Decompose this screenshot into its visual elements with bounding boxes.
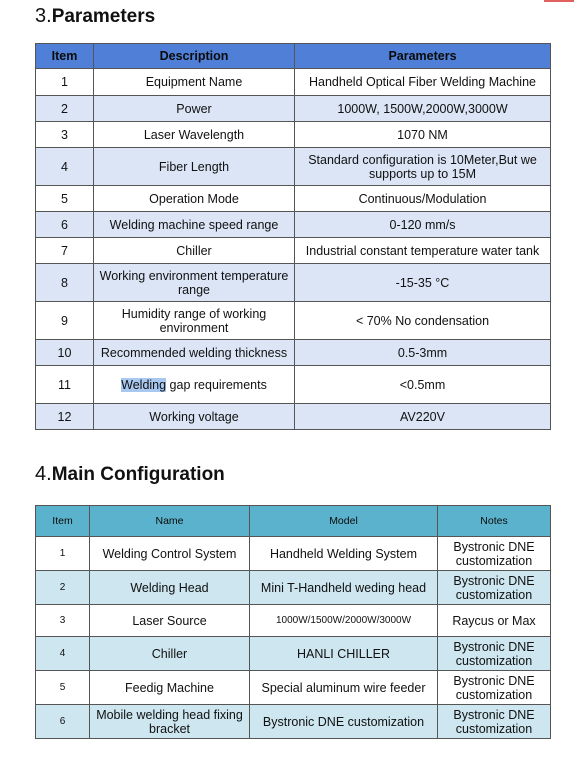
section-number: 4. bbox=[35, 463, 52, 485]
cell-item: 9 bbox=[36, 302, 94, 340]
cell-notes: Bystronic DNE customization bbox=[438, 537, 551, 571]
cell-model: Bystronic DNE customization bbox=[250, 705, 438, 739]
table-row bbox=[36, 122, 551, 148]
cell-item: 6 bbox=[36, 705, 90, 739]
cell-name: Feedig Machine bbox=[90, 671, 250, 705]
cell-notes: Bystronic DNE customization bbox=[438, 705, 551, 739]
cell-description: Operation Mode bbox=[94, 186, 295, 212]
cell-notes: Bystronic DNE customization bbox=[438, 671, 551, 705]
table-row bbox=[36, 96, 551, 122]
cell-item: 1 bbox=[36, 537, 90, 571]
cell-item: 3 bbox=[36, 605, 90, 637]
cell-parameter: AV220V bbox=[295, 404, 551, 430]
column-header-name: Name bbox=[90, 506, 250, 537]
column-header-description: Description bbox=[94, 44, 295, 69]
cell-parameter: Industrial constant temperature water tank bbox=[295, 238, 551, 264]
main-configuration-table bbox=[35, 505, 551, 739]
table-row bbox=[36, 671, 551, 705]
table-row bbox=[36, 404, 551, 430]
table-header-row bbox=[36, 506, 551, 537]
table-row bbox=[36, 366, 551, 404]
corner-mark bbox=[544, 0, 574, 2]
description-text: gap requirements bbox=[166, 377, 267, 392]
table-row bbox=[36, 705, 551, 739]
cell-name: Welding Head bbox=[90, 571, 250, 605]
cell-model: 1000W/1500W/2000W/3000W bbox=[250, 605, 438, 637]
cell-item: 2 bbox=[36, 96, 94, 122]
column-header-item: Item bbox=[36, 44, 94, 69]
table-row bbox=[36, 264, 551, 302]
cell-parameter: 1070 NM bbox=[295, 122, 551, 148]
cell-description: Fiber Length bbox=[94, 148, 295, 186]
column-header-item: Item bbox=[36, 506, 90, 537]
cell-description: Working voltage bbox=[94, 404, 295, 430]
cell-item: 4 bbox=[36, 637, 90, 671]
cell-item: 2 bbox=[36, 571, 90, 605]
cell-parameter: Handheld Optical Fiber Welding Machine bbox=[295, 69, 551, 96]
table-row bbox=[36, 302, 551, 340]
cell-name: Mobile welding head fixing bracket bbox=[90, 705, 250, 739]
table-row bbox=[36, 69, 551, 96]
cell-item: 8 bbox=[36, 264, 94, 302]
cell-parameter: <0.5mm bbox=[295, 366, 551, 404]
table-row bbox=[36, 605, 551, 637]
cell-description: Power bbox=[94, 96, 295, 122]
cell-item: 5 bbox=[36, 671, 90, 705]
cell-model: Special aluminum wire feeder bbox=[250, 671, 438, 705]
cell-item: 4 bbox=[36, 148, 94, 186]
parameters-table bbox=[35, 43, 551, 430]
cell-parameter: 1000W, 1500W,2000W,3000W bbox=[295, 96, 551, 122]
cell-description: Welding machine speed range bbox=[94, 212, 295, 238]
cell-notes: Raycus or Max bbox=[438, 605, 551, 637]
cell-model: Mini T-Handheld weding head bbox=[250, 571, 438, 605]
cell-parameter: Standard configuration is 10Meter,But we supports up to 15M bbox=[295, 148, 551, 186]
section-number: 3. bbox=[35, 5, 52, 27]
cell-item: 12 bbox=[36, 404, 94, 430]
table-row bbox=[36, 571, 551, 605]
cell-parameter: Continuous/Modulation bbox=[295, 186, 551, 212]
table-row bbox=[36, 238, 551, 264]
table-row bbox=[36, 212, 551, 238]
cell-item: 11 bbox=[36, 366, 94, 404]
text-selection-highlight: Welding bbox=[121, 377, 167, 392]
cell-description: Chiller bbox=[94, 238, 295, 264]
cell-model: Handheld Welding System bbox=[250, 537, 438, 571]
column-header-notes: Notes bbox=[438, 506, 551, 537]
cell-description: Recommended welding thickness bbox=[94, 340, 295, 366]
table-row bbox=[36, 186, 551, 212]
cell-model: HANLI CHILLER bbox=[250, 637, 438, 671]
cell-item: 5 bbox=[36, 186, 94, 212]
cell-notes: Bystronic DNE customization bbox=[438, 571, 551, 605]
section-heading: Parameters bbox=[51, 6, 156, 27]
cell-item: 7 bbox=[36, 238, 94, 264]
cell-parameter: 0-120 mm/s bbox=[295, 212, 551, 238]
cell-item: 1 bbox=[36, 69, 94, 96]
table-row bbox=[36, 340, 551, 366]
table-row bbox=[36, 148, 551, 186]
cell-parameter: < 70% No condensation bbox=[295, 302, 551, 340]
section-title-parameters bbox=[35, 5, 155, 28]
column-header-parameters: Parameters bbox=[295, 44, 551, 69]
cell-name: Chiller bbox=[90, 637, 250, 671]
cell-name: Welding Control System bbox=[90, 537, 250, 571]
section-title-main-configuration bbox=[35, 463, 225, 486]
table-header-row bbox=[36, 44, 551, 69]
cell-parameter: 0.5-3mm bbox=[295, 340, 551, 366]
cell-notes: Bystronic DNE customization bbox=[438, 637, 551, 671]
cell-description: Laser Wavelength bbox=[94, 122, 295, 148]
cell-description: Working environment temperature range bbox=[94, 264, 295, 302]
table-row bbox=[36, 637, 551, 671]
section-heading: Main Configuration bbox=[51, 464, 225, 485]
column-header-model: Model bbox=[250, 506, 438, 537]
cell-description: Equipment Name bbox=[94, 69, 295, 96]
cell-name: Laser Source bbox=[90, 605, 250, 637]
cell-item: 6 bbox=[36, 212, 94, 238]
cell-item: 3 bbox=[36, 122, 94, 148]
cell-description bbox=[94, 366, 295, 404]
cell-parameter: -15-35 °C bbox=[295, 264, 551, 302]
table-row bbox=[36, 537, 551, 571]
cell-item: 10 bbox=[36, 340, 94, 366]
cell-description: Humidity range of working environment bbox=[94, 302, 295, 340]
